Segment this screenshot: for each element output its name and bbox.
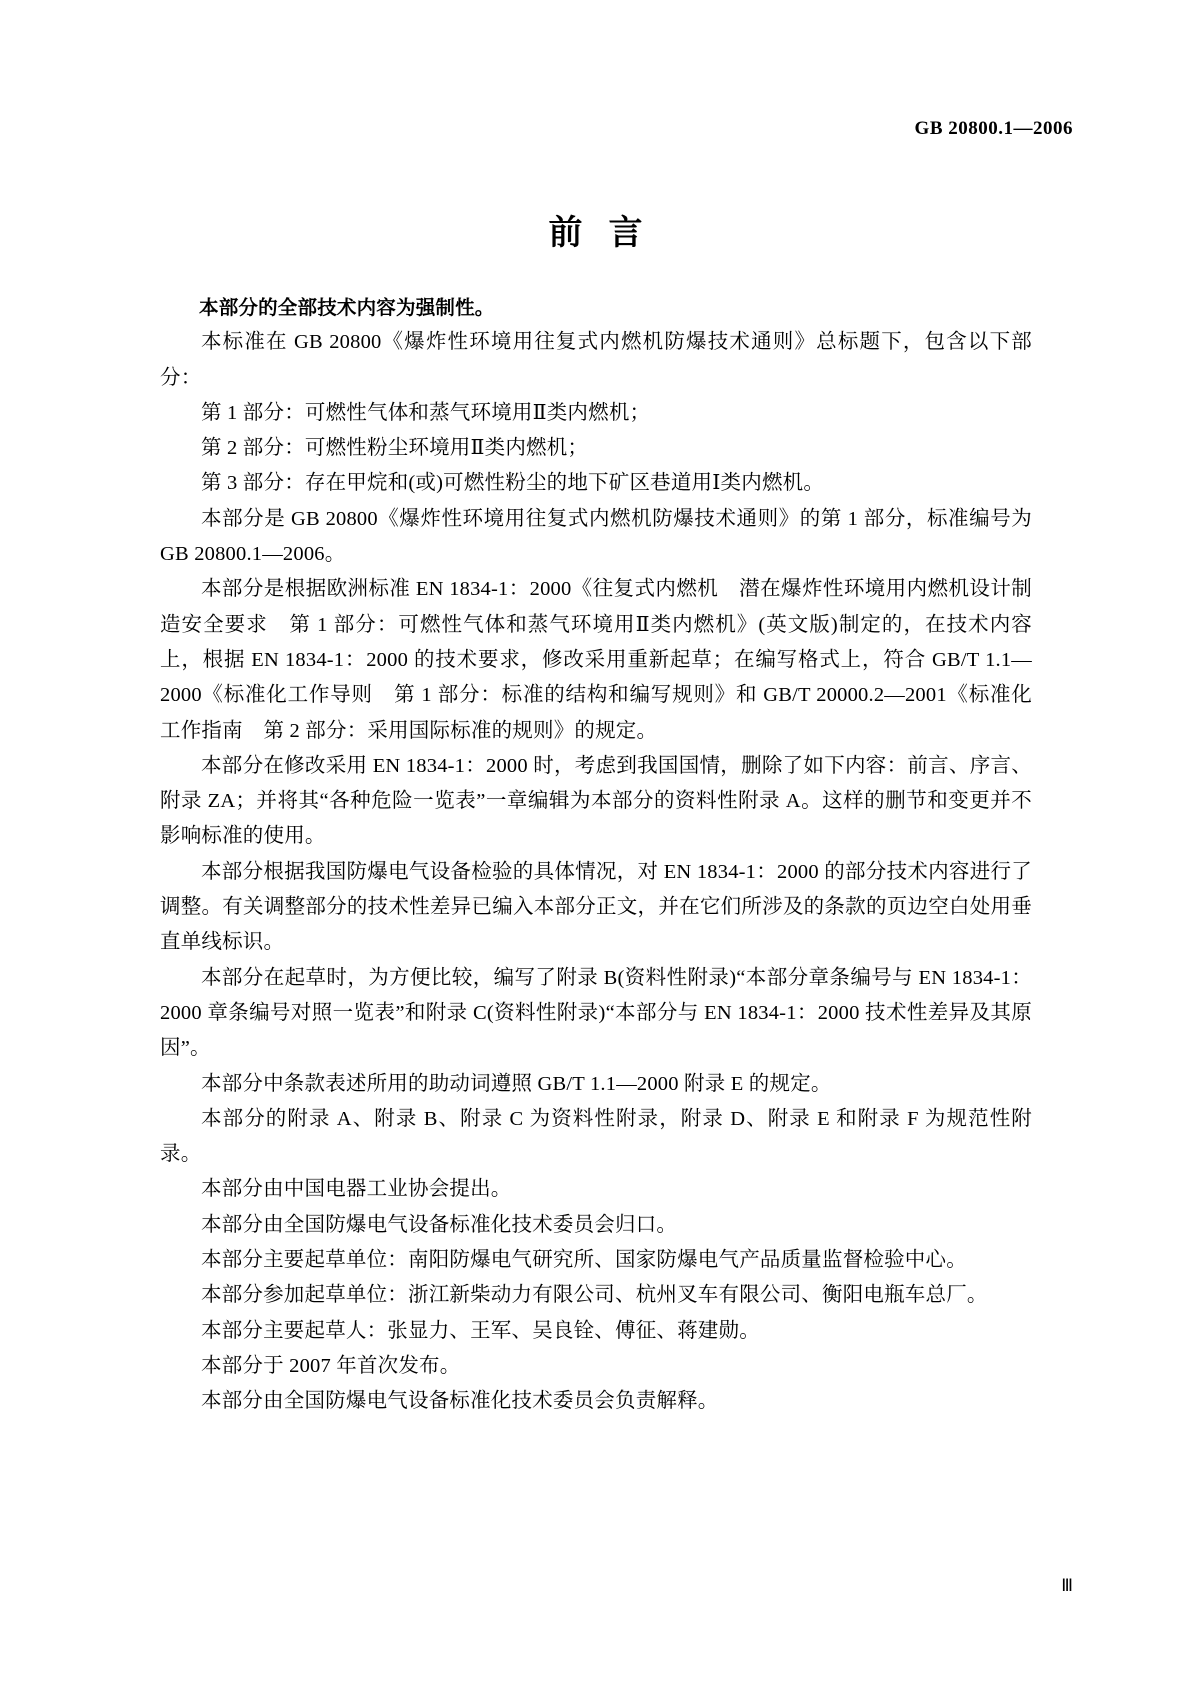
paragraph: 本部分主要起草人：张显力、王军、吴良铨、傅征、蒋建勋。 bbox=[201, 1319, 760, 1342]
paragraph: 本部分参加起草单位：浙江新柴动力有限公司、杭州叉车有限公司、衡阳电瓶车总厂。 bbox=[201, 1284, 988, 1307]
paragraph: 本部分由全国防爆电气设备标准化技术委员会负责解释。 bbox=[201, 1390, 719, 1413]
paragraph: 本部分的附录 A、附录 B、附录 C 为资料性附录，附录 D、附录 E 和附录 F 为规范性附录。 bbox=[160, 1107, 1032, 1166]
paragraph: 第 2 部分：可燃性粉尘环境用Ⅱ类内燃机； bbox=[201, 437, 589, 460]
page-title: 前言 bbox=[548, 213, 669, 253]
page-header-standard-code: GB 20800.1—2006 bbox=[914, 118, 1073, 139]
paragraph: 本部分根据我国防爆电气设备检验的具体情况，对 EN 1834-1：2000 的部分技术内容进行了调整。有关调整部分的技术性差异已编入本部分正文，并在它们所涉及的条款的页边空白处用垂直单线标识。 bbox=[160, 860, 1032, 954]
paragraph: 本部分由中国电器工业协会提出。 bbox=[201, 1178, 512, 1201]
paragraph: 本部分在修改采用 EN 1834-1：2000 时，考虑到我国国情，删除了如下内容：前言、序言、附录 ZA；并将其“各种危险一览表”一章编辑为本部分的资料性附录 A。这样的删节和变更并不影响标准的使用。 bbox=[160, 754, 1032, 848]
paragraph: 第 1 部分：可燃性气体和蒸气环境用Ⅱ类内燃机； bbox=[201, 401, 651, 424]
paragraph: 本部分是根据欧洲标准 EN 1834-1：2000《往复式内燃机 潜在爆炸性环境用内燃机设计制造安全要求 第 1 部分：可燃性气体和蒸气环境用Ⅱ类内燃机》(英文版)制定的，在技术内容上，根据 EN 1834-1：2000 的技术要求，修改采用重新起草；在编写格式上，符合 GB/T 1.1—2000《标准化工作导则 第 1 部分：标准的结构和编写规则》和 GB/T 20000.2—2001《标准化工作指南 第 2 部分：采用国际标准的规则》的规定。 bbox=[160, 578, 1032, 742]
page-number: Ⅲ bbox=[1061, 1576, 1073, 1595]
paragraph: 本部分于 2007 年首次发布。 bbox=[201, 1354, 461, 1377]
paragraph: 本部分中条款表述所用的助动词遵照 GB/T 1.1—2000 附录 E 的规定。 bbox=[201, 1072, 832, 1095]
paragraph: 本部分的全部技术内容为强制性。 bbox=[199, 296, 495, 319]
paragraph: 第 3 部分：存在甲烷和(或)可燃性粉尘的地下矿区巷道用Ⅰ类内燃机。 bbox=[201, 472, 825, 495]
paragraph: 本部分由全国防爆电气设备标准化技术委员会归口。 bbox=[201, 1213, 678, 1236]
foreword-body bbox=[160, 290, 1032, 1420]
paragraph: 本部分主要起草单位：南阳防爆电气研究所、国家防爆电气产品质量监督检验中心。 bbox=[201, 1249, 967, 1272]
paragraph: 本部分是 GB 20800《爆炸性环境用往复式内燃机防爆技术通则》的第 1 部分，标准编号为 GB 20800.1—2006。 bbox=[160, 507, 1032, 566]
paragraph: 本标准在 GB 20800《爆炸性环境用往复式内燃机防爆技术通则》总标题下，包含以下部分： bbox=[160, 331, 1032, 389]
paragraph: 本部分在起草时，为方便比较，编写了附录 B(资料性附录)“本部分章条编号与 EN 1834-1：2000 章条编号对照一览表”和附录 C(资料性附录)“本部分与 EN 1834-1：2000 技术性差异及其原因”。 bbox=[160, 966, 1032, 1060]
